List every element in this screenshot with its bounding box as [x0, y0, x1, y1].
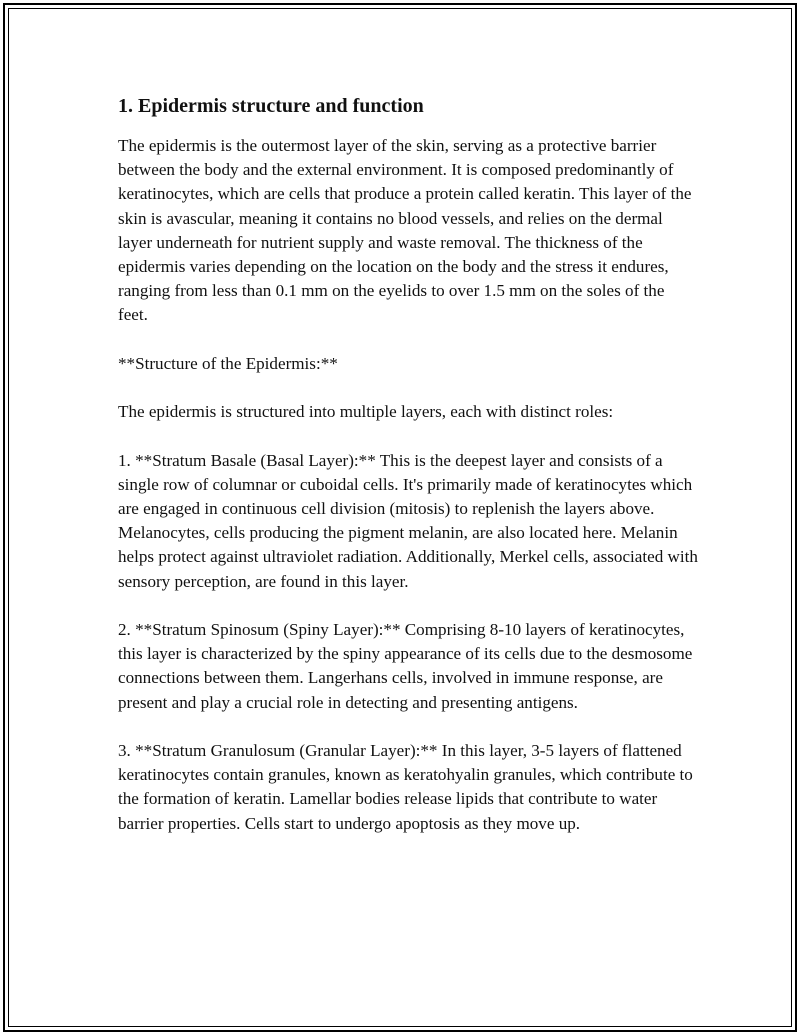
stratum-basale-paragraph: 1. **Stratum Basale (Basal Layer):** This is the deepest layer and consists of a single row of columnar or cuboidal cells. It's primarily made of keratinocytes which are engaged in continuous cell division (mitosis) to replenish the layers above. Melanocytes, cells producing the pigment melanin, are also located here. Melanin helps protect against ultraviolet radiation. Additionally, Merkel cells, associated with sensory perception, are found in this layer. — [118, 450, 698, 591]
stratum-granulosum-paragraph: 3. **Stratum Granulosum (Granular Layer):** In this layer, 3-5 layers of flattened keratinocytes contain granules, known as keratohyalin granules, which contribute to the formation of keratin. Lamellar bodies release lipids that contribute to water barrier properties. Cells start to undergo apoptosis as they move up. — [118, 741, 693, 833]
document-body — [118, 92, 698, 860]
structure-subheading: **Structure of the Epidermis:** — [118, 353, 338, 373]
stratum-spinosum-paragraph: 2. **Stratum Spinosum (Spiny Layer):** Comprising 8-10 layers of keratinocytes, this layer is characterized by the spiny appearance of its cells due to the desmosome connections between them. Langerhans cells, involved in immune response, are present and play a crucial role in detecting and presenting antigens. — [118, 620, 693, 712]
layers-intro-paragraph: The epidermis is structured into multiple layers, each with distinct roles: — [118, 402, 614, 422]
intro-paragraph: The epidermis is the outermost layer of the skin, serving as a protective barrier between the body and the external environment. It is composed predominantly of keratinocytes, which are cells that produce a protein called keratin. This layer of the skin is avascular, meaning it contains no blood vessels, and relies on the dermal layer underneath for nutrient supply and waste removal. The thickness of the epidermis varies depending on the location on the body and the stress it endures, ranging from less than 0.1 mm on the eyelids to over 1.5 mm on the soles of the feet. — [118, 136, 692, 325]
section-heading: 1. Epidermis structure and function — [118, 95, 424, 117]
